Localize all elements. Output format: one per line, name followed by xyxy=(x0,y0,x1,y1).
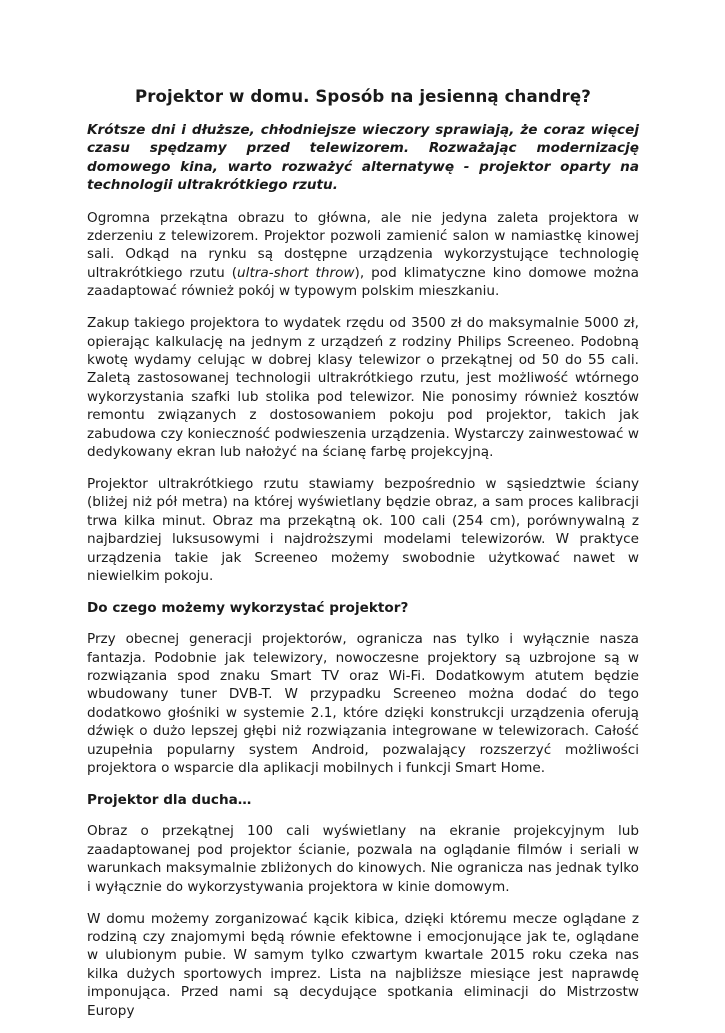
paragraph-1 xyxy=(87,209,639,301)
paragraph-4: Przy obecnej generacji projektorów, ogranicza nas tylko i wyłącznie nasza fantazja. Podobnie jak telewizory, nowoczesne projektory są uzbrojone są w rozwiązania spod znaku Smart TV oraz Wi-Fi. Dodatkowym atutem będzie wbudowany tuner DVB-T. W przypadku Screeneo można dodać do tego dodatkowo głośniki w systemie 2.1, które dzięki konstrukcji urządzenia oferują dźwięk o dużo lepszej głębi niż rozwiązania integrowane w telewizorach. Całość uzupełnia popularny system Android, pozwalający rozszerzyć możliwości projektora o wsparcie dla aplikacji mobilnych i funkcji Smart Home. xyxy=(87,631,639,777)
paragraph-1-text-start: Ogromna przekątna obrazu to główna, ale nie jedyna zaleta projektora w zderzeniu z telewizorem. Projektor pozwoli zamienić salon w namiastkę kinowej sali. Odkąd na rynku są dostępne urządzenia wykorzystujące technologię ultrakrótkiego rzutu ( xyxy=(87,209,639,281)
section-heading-spirit: Projektor dla ducha… xyxy=(87,792,252,808)
document-page xyxy=(87,86,639,1033)
page-title: Projektor w domu. Sposób na jesienną chandrę? xyxy=(135,87,591,106)
section-heading-uses: Do czego możemy wykorzystać projektor? xyxy=(87,599,409,616)
paragraph-6: W domu możemy zorganizować kącik kibica, dzięki któremu mecze oglądane z rodziną czy znajomymi będą równie efektowne i emocjonujące jak te, oglądane w ulubionym pubie. W samym tylko czwartym kwartale 2015 roku czeka nas kilka dużych sportowych imprez. Lista na najbliższe miesiące jest naprawdę imponująca. Przed nami są decydujące spotkania eliminacji do Mistrzostw Europy xyxy=(87,910,639,1019)
paragraph-1-italic-term: ultra-short throw xyxy=(237,264,355,281)
paragraph-3: Projektor ultrakrótkiego rzutu stawiamy bezpośrednio w sąsiedztwie ściany (bliżej niż pół metra) na której wyświetlany będzie obraz, a sam proces kalibracji trwa kilka minut. Obraz ma przekątną ok. 100 cali (254 cm), porównywalną z najbardziej luksusowymi i najdroższymi modelami telewizorów. W praktyce urządzenia takie jak Screeneo możemy swobodnie użytkować nawet w niewielkim pokoju. xyxy=(87,475,639,584)
paragraph-2: Zakup takiego projektora to wydatek rzędu od 3500 zł do maksymalnie 5000 zł, opierając kalkulację na jednym z urządzeń z rodziny Philips Screeneo. Podobną kwotę wydamy celując w dobrej klasy telewizor o przekątnej od 50 do 55 cali. Zaletą zastosowanej technologii ultrakrótkiego rzutu, jest możliwość wtórnego wykorzystania szafki lub stolika pod telewizor. Nie ponosimy również kosztów remontu związanych z dostosowaniem pokoju pod projektor, takich jak zabudowa czy konieczność podwieszenia urządzenia. Wystarczy zainwestować w dedykowany ekran lub nałożyć na ścianę farbę projekcyjną. xyxy=(87,315,639,460)
paragraph-5: Obraz o przekątnej 100 cali wyświetlany na ekranie projekcyjnym lub zaadaptowanej pod projektor ścianie, pozwala na oglądanie filmów i seriali w warunkach maksymalnie zbliżonych do kinowych. Nie ogranicza nas jednak tylko i wyłącznie do wykorzystywania projektora w kinie domowym. xyxy=(87,823,639,895)
lead-paragraph: Krótsze dni i dłuższe, chłodniejsze wieczory sprawiają, że coraz więcej czasu spędzamy przed telewizorem. Rozważając modernizację domowego kina, warto rozważyć alternatywę - projektor oparty na technologii ultrakrótkiego rzutu. xyxy=(87,122,639,194)
paragraph-1-text-end: ), pod klimatyczne kino domowe można zaadaptować również pokój w typowym polskim mieszkaniu. xyxy=(87,264,639,300)
